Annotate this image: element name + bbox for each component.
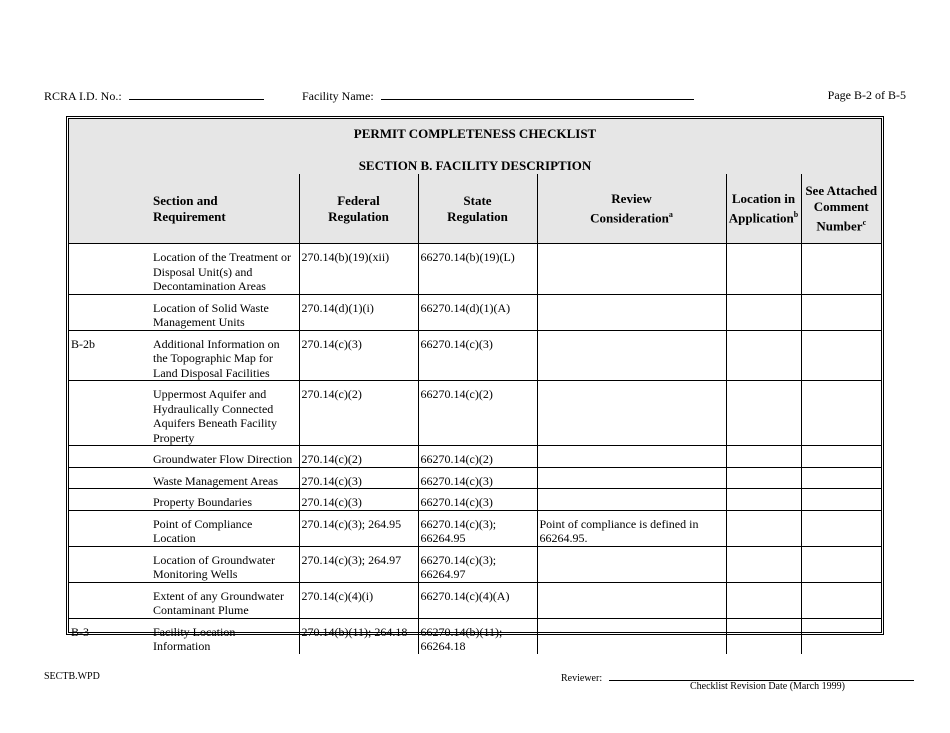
comment-number-cell: [801, 244, 881, 295]
federal-regulation-cell: 270.14(d)(1)(i): [299, 294, 418, 330]
requirement-cell: [69, 618, 299, 654]
table-header-row: [69, 174, 881, 244]
table-row: [69, 244, 881, 295]
rcra-id-line: [129, 88, 264, 100]
requirement-cell: [69, 582, 299, 618]
col-header-comment: See Attached Comment Number$^c$: [801, 174, 881, 244]
review-consideration-cell: [537, 330, 726, 381]
location-in-application-cell: [726, 546, 801, 582]
requirement-text: Location of the Treatment or Disposal Unit(s) and Decontamination Areas: [153, 250, 291, 293]
requirement-text: Additional Information on the Topographic Map for Land Disposal Facilities: [153, 336, 280, 380]
requirement-cell: [69, 489, 299, 511]
state-regulation-cell: 66270.14(c)(3): [418, 467, 537, 489]
col-header-requirement: Section and Requirement: [69, 174, 299, 244]
col-header-location: Location in Application$^b$: [726, 174, 801, 244]
location-in-application-cell: [726, 381, 801, 446]
location-in-application-cell: [726, 467, 801, 489]
section-title: SECTION B. FACILITY DESCRIPTION: [358, 158, 592, 173]
requirement-text: Property Boundaries: [153, 495, 252, 509]
table-row: [69, 294, 881, 330]
section-code: B-3: [71, 624, 89, 639]
review-consideration-cell: [537, 546, 726, 582]
federal-regulation-cell: 270.14(c)(4)(i): [299, 582, 418, 618]
federal-regulation-cell: 270.14(c)(3): [299, 330, 418, 381]
table-row: [69, 510, 881, 546]
state-regulation-cell: 66270.14(c)(3); 66264.95: [418, 510, 537, 546]
requirement-cell: [69, 381, 299, 446]
comment-number-cell: [801, 381, 881, 446]
revision-date: Checklist Revision Date (March 1999): [690, 681, 845, 692]
section-code: B-2b: [71, 336, 95, 351]
state-regulation-cell: 66270.14(c)(4)(A): [418, 582, 537, 618]
page-number: Page B-2 of B-5: [827, 88, 906, 102]
state-regulation-cell: 66270.14(c)(3); 66264.97: [418, 546, 537, 582]
federal-regulation-cell: 270.14(c)(2): [299, 381, 418, 446]
requirement-text: Groundwater Flow Direction: [153, 452, 293, 466]
location-in-application-cell: [726, 294, 801, 330]
table-row: [69, 582, 881, 618]
requirement-cell: [69, 446, 299, 468]
state-regulation-cell: 66270.14(d)(1)(A): [418, 294, 537, 330]
review-consideration-cell: [537, 381, 726, 446]
comment-number-cell: [801, 582, 881, 618]
review-consideration-cell: [537, 618, 726, 654]
federal-regulation-cell: 270.14(b)(19)(xii): [299, 244, 418, 295]
table-row: [69, 330, 881, 381]
comment-number-cell: [801, 446, 881, 468]
location-in-application-cell: [726, 330, 801, 381]
review-consideration-cell: [537, 582, 726, 618]
facility-name-label: Facility Name:: [302, 89, 374, 103]
table-row: [69, 381, 881, 446]
review-consideration-cell: [537, 294, 726, 330]
col-header-federal: Federal Regulation: [299, 174, 418, 244]
review-consideration-cell: [537, 489, 726, 511]
review-consideration-cell: [537, 467, 726, 489]
federal-regulation-cell: 270.14(b)(11); 264.18: [299, 618, 418, 654]
location-in-application-cell: [726, 489, 801, 511]
requirement-cell: [69, 330, 299, 381]
col-header-state: State Regulation: [418, 174, 537, 244]
location-in-application-cell: [726, 582, 801, 618]
checklist-table-frame: [66, 116, 884, 653]
reviewer-label: Reviewer:: [561, 673, 603, 684]
table-row: [69, 618, 881, 654]
rcra-id-field: [44, 88, 264, 104]
requirement-cell: [69, 467, 299, 489]
state-regulation-cell: 66270.14(b)(11); 66264.18: [418, 618, 537, 654]
checklist-table: [69, 174, 881, 654]
state-regulation-cell: 66270.14(c)(3): [418, 330, 537, 381]
state-regulation-cell: 66270.14(b)(19)(L): [418, 244, 537, 295]
state-regulation-cell: 66270.14(c)(3): [418, 489, 537, 511]
comment-number-cell: [801, 467, 881, 489]
table-row: [69, 546, 881, 582]
comment-number-cell: [801, 510, 881, 546]
requirement-text: Location of Solid Waste Management Units: [153, 300, 269, 329]
col-header-review: Review Consideration$^a$: [537, 174, 726, 244]
table-row: [69, 446, 881, 468]
requirement-text: Waste Management Areas: [153, 473, 278, 488]
federal-regulation-cell: 270.14(c)(3); 264.95: [299, 510, 418, 546]
checklist-title-band: [69, 119, 881, 175]
checklist-title: PERMIT COMPLETENESS CHECKLIST: [353, 126, 597, 141]
table-row: [69, 467, 881, 489]
comment-number-cell: [801, 489, 881, 511]
location-in-application-cell: [726, 446, 801, 468]
facility-name-field: [302, 88, 694, 104]
rcra-id-label: RCRA I.D. No.:: [44, 89, 122, 103]
review-consideration-cell: [537, 446, 726, 468]
requirement-cell: [69, 510, 299, 546]
requirement-text: Uppermost Aquifer and Hydraulically Connected Aquifers Beneath Facility Property: [153, 387, 277, 445]
reviewer-line: [609, 671, 914, 681]
comment-number-cell: [801, 294, 881, 330]
requirement-text: Facility Location Information: [153, 624, 236, 653]
comment-number-cell: [801, 546, 881, 582]
state-regulation-cell: 66270.14(c)(2): [418, 446, 537, 468]
review-consideration-cell: Point of compliance is defined in 66264.95.: [537, 510, 726, 546]
comment-number-cell: [801, 618, 881, 654]
facility-name-line: [381, 88, 694, 100]
requirement-cell: [69, 294, 299, 330]
location-in-application-cell: [726, 618, 801, 654]
review-consideration-cell: [537, 244, 726, 295]
federal-regulation-cell: 270.14(c)(2): [299, 446, 418, 468]
federal-regulation-cell: 270.14(c)(3); 264.97: [299, 546, 418, 582]
requirement-cell: [69, 546, 299, 582]
location-in-application-cell: [726, 244, 801, 295]
location-in-application-cell: [726, 510, 801, 546]
requirement-text: Location of Groundwater Monitoring Wells: [153, 552, 275, 581]
requirement-text: Point of Compliance Location: [153, 516, 253, 545]
federal-regulation-cell: 270.14(c)(3): [299, 489, 418, 511]
comment-number-cell: [801, 330, 881, 381]
footer-filename: SECTB.WPD: [44, 671, 100, 682]
requirement-text: Extent of any Groundwater Contaminant Plume: [153, 588, 284, 617]
state-regulation-cell: 66270.14(c)(2): [418, 381, 537, 446]
table-row: [69, 489, 881, 511]
requirement-cell: [69, 244, 299, 295]
federal-regulation-cell: 270.14(c)(3): [299, 467, 418, 489]
